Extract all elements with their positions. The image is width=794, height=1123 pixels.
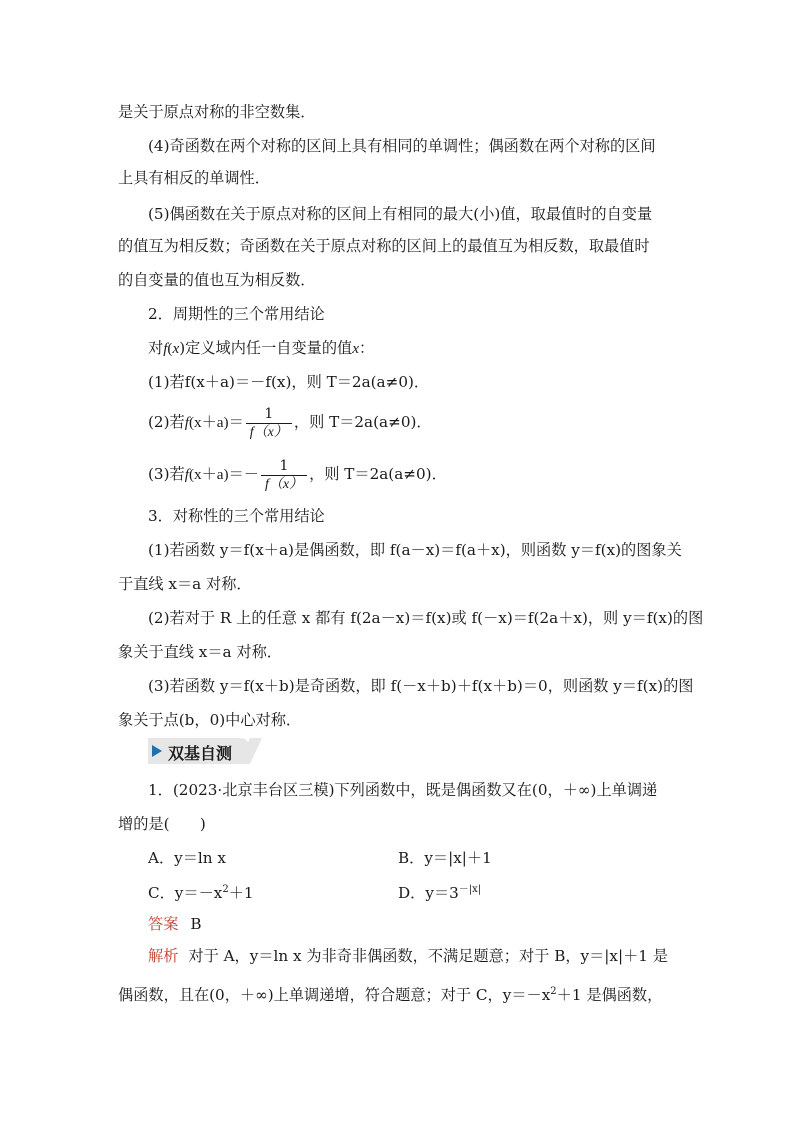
- text-line-2: (4)奇函数在两个对称的区间上具有相同的单调性；偶函数在两个对称的区间: [148, 137, 656, 155]
- text-line-domain: [148, 338, 374, 359]
- rule-2-prefix: (2)若: [148, 413, 185, 431]
- question-1-stem-a: 1．(2023·北京丰台区三模)下列函数中，既是偶函数又在(0，＋∞)上单调递: [148, 781, 658, 799]
- section-heading-symmetry: 3．对称性的三个常用结论: [148, 507, 325, 525]
- fraction-1-over-fx: [246, 405, 292, 442]
- explanation-line-2: [118, 982, 662, 1005]
- text-line-6: 的自变量的值也互为相反数．: [118, 271, 316, 289]
- explanation-line-1: [148, 946, 668, 966]
- rule-2-lhs: f: [184, 414, 189, 431]
- answer-value: B: [190, 915, 202, 933]
- option-c-text: C．y＝－x: [148, 884, 223, 903]
- rule-3-suffix: ，则 T＝2a(a≠0)．: [309, 465, 447, 483]
- option-c-rest: ＋1: [228, 884, 254, 903]
- section-heading-periodicity: 2．周期性的三个常用结论: [148, 305, 325, 323]
- periodicity-rule-1: (1)若f(x＋a)＝－f(x)，则 T＝2a(a≠0)．: [148, 373, 430, 391]
- symmetry-rule-3a: (3)若函数 y＝f(x＋b)是奇函数，即 f(－x＋b)＋f(x＋b)＝0，则函数 y＝f(x)的图: [148, 677, 694, 695]
- section-banner-self-test: [148, 738, 250, 764]
- fraction-denominator: f（x）: [246, 423, 292, 442]
- fraction-numerator: 1: [264, 405, 274, 422]
- option-a: A．y＝ln x: [148, 849, 226, 867]
- symmetry-rule-1a: (1)若函数 y＝f(x＋a)是偶函数，即 f(a－x)＝f(a＋x)，则函数 y＝f(x)的图象关: [148, 541, 682, 559]
- explanation-label: 解析: [148, 947, 179, 965]
- math-paren: (: [167, 340, 173, 357]
- fraction-1-over-fx: [261, 457, 307, 494]
- banner-title: 双基自测: [168, 744, 233, 763]
- rule-3-lhs-args: (x＋a)＝－: [188, 466, 259, 483]
- option-c-exponent: 2: [222, 884, 229, 895]
- symmetry-rule-2b: 象关于直线 x＝a 对称．: [118, 643, 282, 661]
- symmetry-rule-1b: 于直线 x＝a 对称．: [118, 575, 252, 593]
- math-x: x: [172, 340, 180, 357]
- math-x: x: [352, 340, 359, 357]
- option-d-exponent: －|x|: [458, 884, 482, 895]
- answer-label: 答案: [148, 915, 179, 933]
- text-fragment: )定义域内任一自变量的值: [179, 339, 353, 357]
- periodicity-rule-2: [148, 402, 432, 443]
- math-f: f: [163, 340, 168, 357]
- rule-3-prefix: (3)若: [148, 465, 185, 483]
- symmetry-rule-3b: 象关于点(b，0)中心对称．: [118, 711, 302, 729]
- rule-2-lhs-args: (x＋a)＝: [188, 414, 244, 431]
- fraction-numerator: 1: [279, 457, 289, 474]
- rule-2-suffix: ，则 T＝2a(a≠0)．: [293, 413, 432, 431]
- text-fragment: ：: [358, 339, 375, 357]
- option-c: [148, 880, 254, 903]
- banner-slant: [238, 738, 262, 764]
- explanation-text-1: 对于 A，y＝ln x 为非奇非偶函数，不满足题意；对于 B，y＝|x|＋1 是: [188, 947, 668, 965]
- text-line-3: 上具有相反的单调性．: [118, 169, 270, 187]
- option-d: [398, 880, 481, 903]
- text-line-4: (5)偶函数在关于原点对称的区间上有相同的最大(小)值，取最值时的自变量: [148, 205, 653, 223]
- explanation-text-2: 偶函数，且在(0，＋∞)上单调递增，符合题意；对于 C，y＝－x: [118, 986, 551, 1005]
- periodicity-rule-3: [148, 454, 447, 495]
- rule-3-lhs: f: [184, 466, 189, 483]
- option-d-text: D．y＝3: [398, 884, 459, 903]
- text-fragment: 对: [148, 339, 164, 357]
- explanation-text-2b: ＋1 是偶函数，: [556, 986, 663, 1005]
- explanation-exponent: 2: [550, 986, 557, 997]
- option-b: B．y＝|x|＋1: [398, 849, 492, 867]
- banner-arrow-icon: [152, 745, 162, 757]
- text-line-1: 是关于原点对称的非空数集．: [118, 103, 316, 121]
- symmetry-rule-2a: (2)若对于 R 上的任意 x 都有 f(2a－x)＝f(x)或 f(－x)＝f(2a＋x)，则 y＝f(x)的图: [148, 609, 704, 627]
- question-1-stem-b: 增的是( ): [118, 815, 206, 833]
- answer-line: [148, 914, 202, 934]
- text-line-5: 的值互为相反数；奇函数在关于原点对称的区间上的最值互为相反数，取最值时: [118, 237, 650, 255]
- fraction-denominator: f（x）: [261, 475, 307, 494]
